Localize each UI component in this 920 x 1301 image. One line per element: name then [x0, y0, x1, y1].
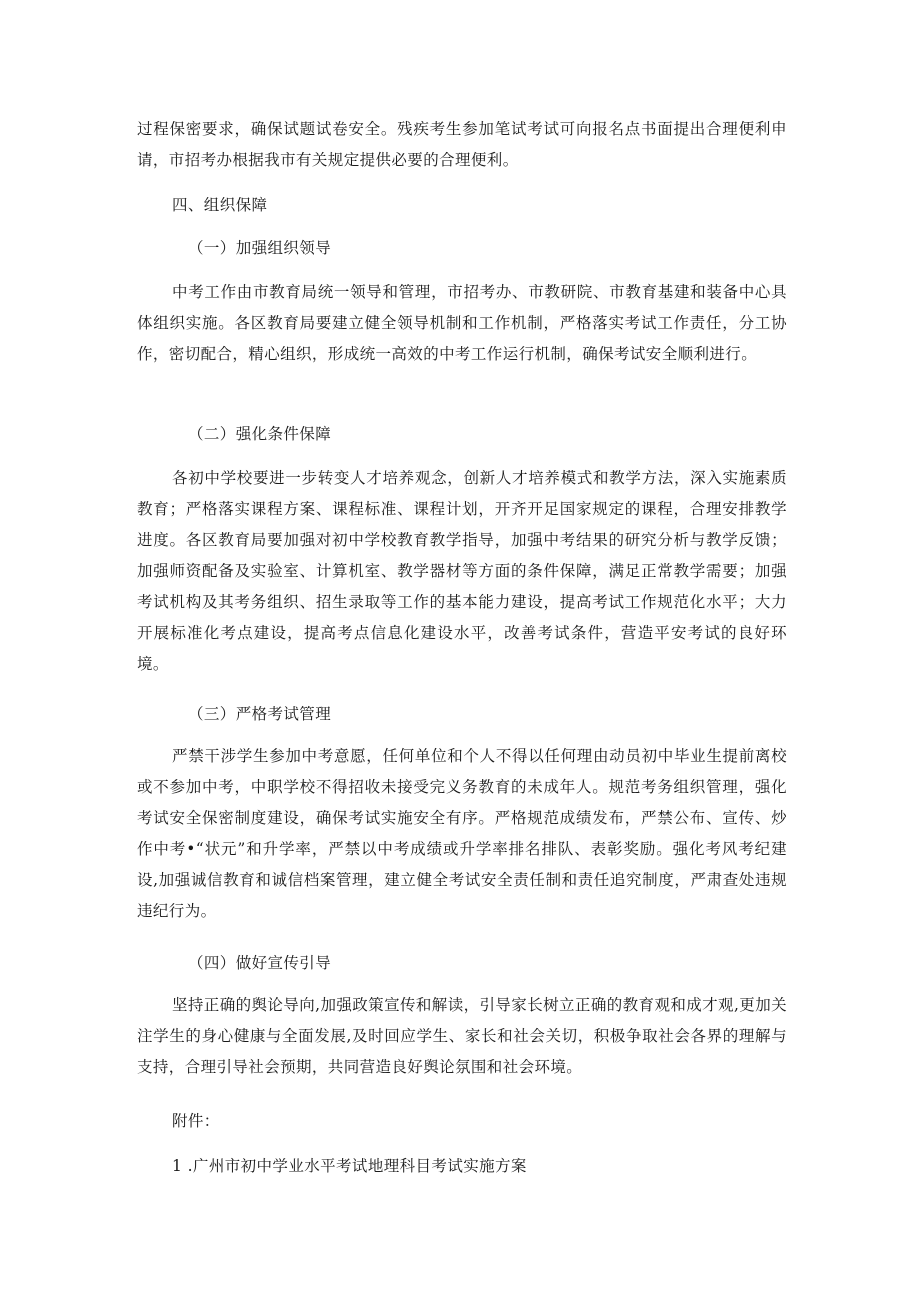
paragraph-intro: 过程保密要求，确保试题试卷安全。残疾考生参加笔试考试可向报名点书面提出合理便利申请，市招考办根据我市有关规定提供必要的合理便利。 [137, 120, 787, 169]
paragraph-exam-management: 严禁干涉学生参加中考意愿，任何单位和个人不得以任何理由动员初中毕业生提前离校或不参加中考，中职学校不得招收未接受完义务教育的未成年人。规范考务组织管理，强化考试安全保密制度建设，确保考试实施安全有序。严格规范成绩发布，严禁公布、宣传、炒作中考•“状元”和升学率，严禁以中考成绩或升学率排名排队、表彰奖励。强化考风考纪建设,加强诚信教育和诚信档案管理，建立健全考试安全责任制和责任追究制度，严肃查处违规违纪行为。 [137, 747, 787, 920]
attachments-label: 附件： [172, 1112, 220, 1130]
subheading-leadership: （一）加强组织领导 [188, 239, 332, 257]
subheading-exam-management: （三）严格考试管理 [188, 705, 332, 723]
paragraph-conditions: 各初中学校要进一步转变人才培养观念，创新人才培养模式和教学方法，深入实施素质教育；严格落实课程方案、课程标准、课程计划，开齐开足国家规定的课程，合理安排教学进度。各区教育局要加强对初中学校教育教学指导，加强中考结果的研究分析与教学反馈；加强师资配备及实验室、计算机室、教学器材等方面的条件保障，满足正常教学需要；加强考试机构及其考务组织、招生录取等工作的基本能力建设，提高考试工作规范化水平；大力开展标准化考点建设，提高考点信息化建设水平，改善考试条件，营造平安考试的良好环境。 [137, 469, 787, 673]
attachment-item-1[interactable]: 1 .广州市初中学业水平考试地理科目考试实施方案 [172, 1157, 527, 1175]
subheading-publicity: （四）做好宣传引导 [188, 954, 332, 972]
section-heading-organization: 四、组织保障 [172, 196, 268, 214]
subheading-conditions: （二）强化条件保障 [188, 425, 332, 443]
paragraph-leadership: 中考工作由市教育局统一领导和管理，市招考办、市教研院、市教育基建和装备中心具体组织实施。各区教育局要建立健全领导机制和工作机制，严格落实考试工作责任，分工协作，密切配合，精心组织，形成统一高效的中考工作运行机制，确保考试安全顺利进行。 [137, 283, 787, 363]
paragraph-publicity: 坚持正确的舆论导向,加强政策宣传和解读，引导家长树立正确的教育观和成才观,更加关注学生的身心健康与全面发展,及时回应学生、家长和社会关切，积极争取社会各界的理解与支持，合理引导社会预期，共同营造良好舆论氛围和社会环境。 [137, 996, 787, 1076]
